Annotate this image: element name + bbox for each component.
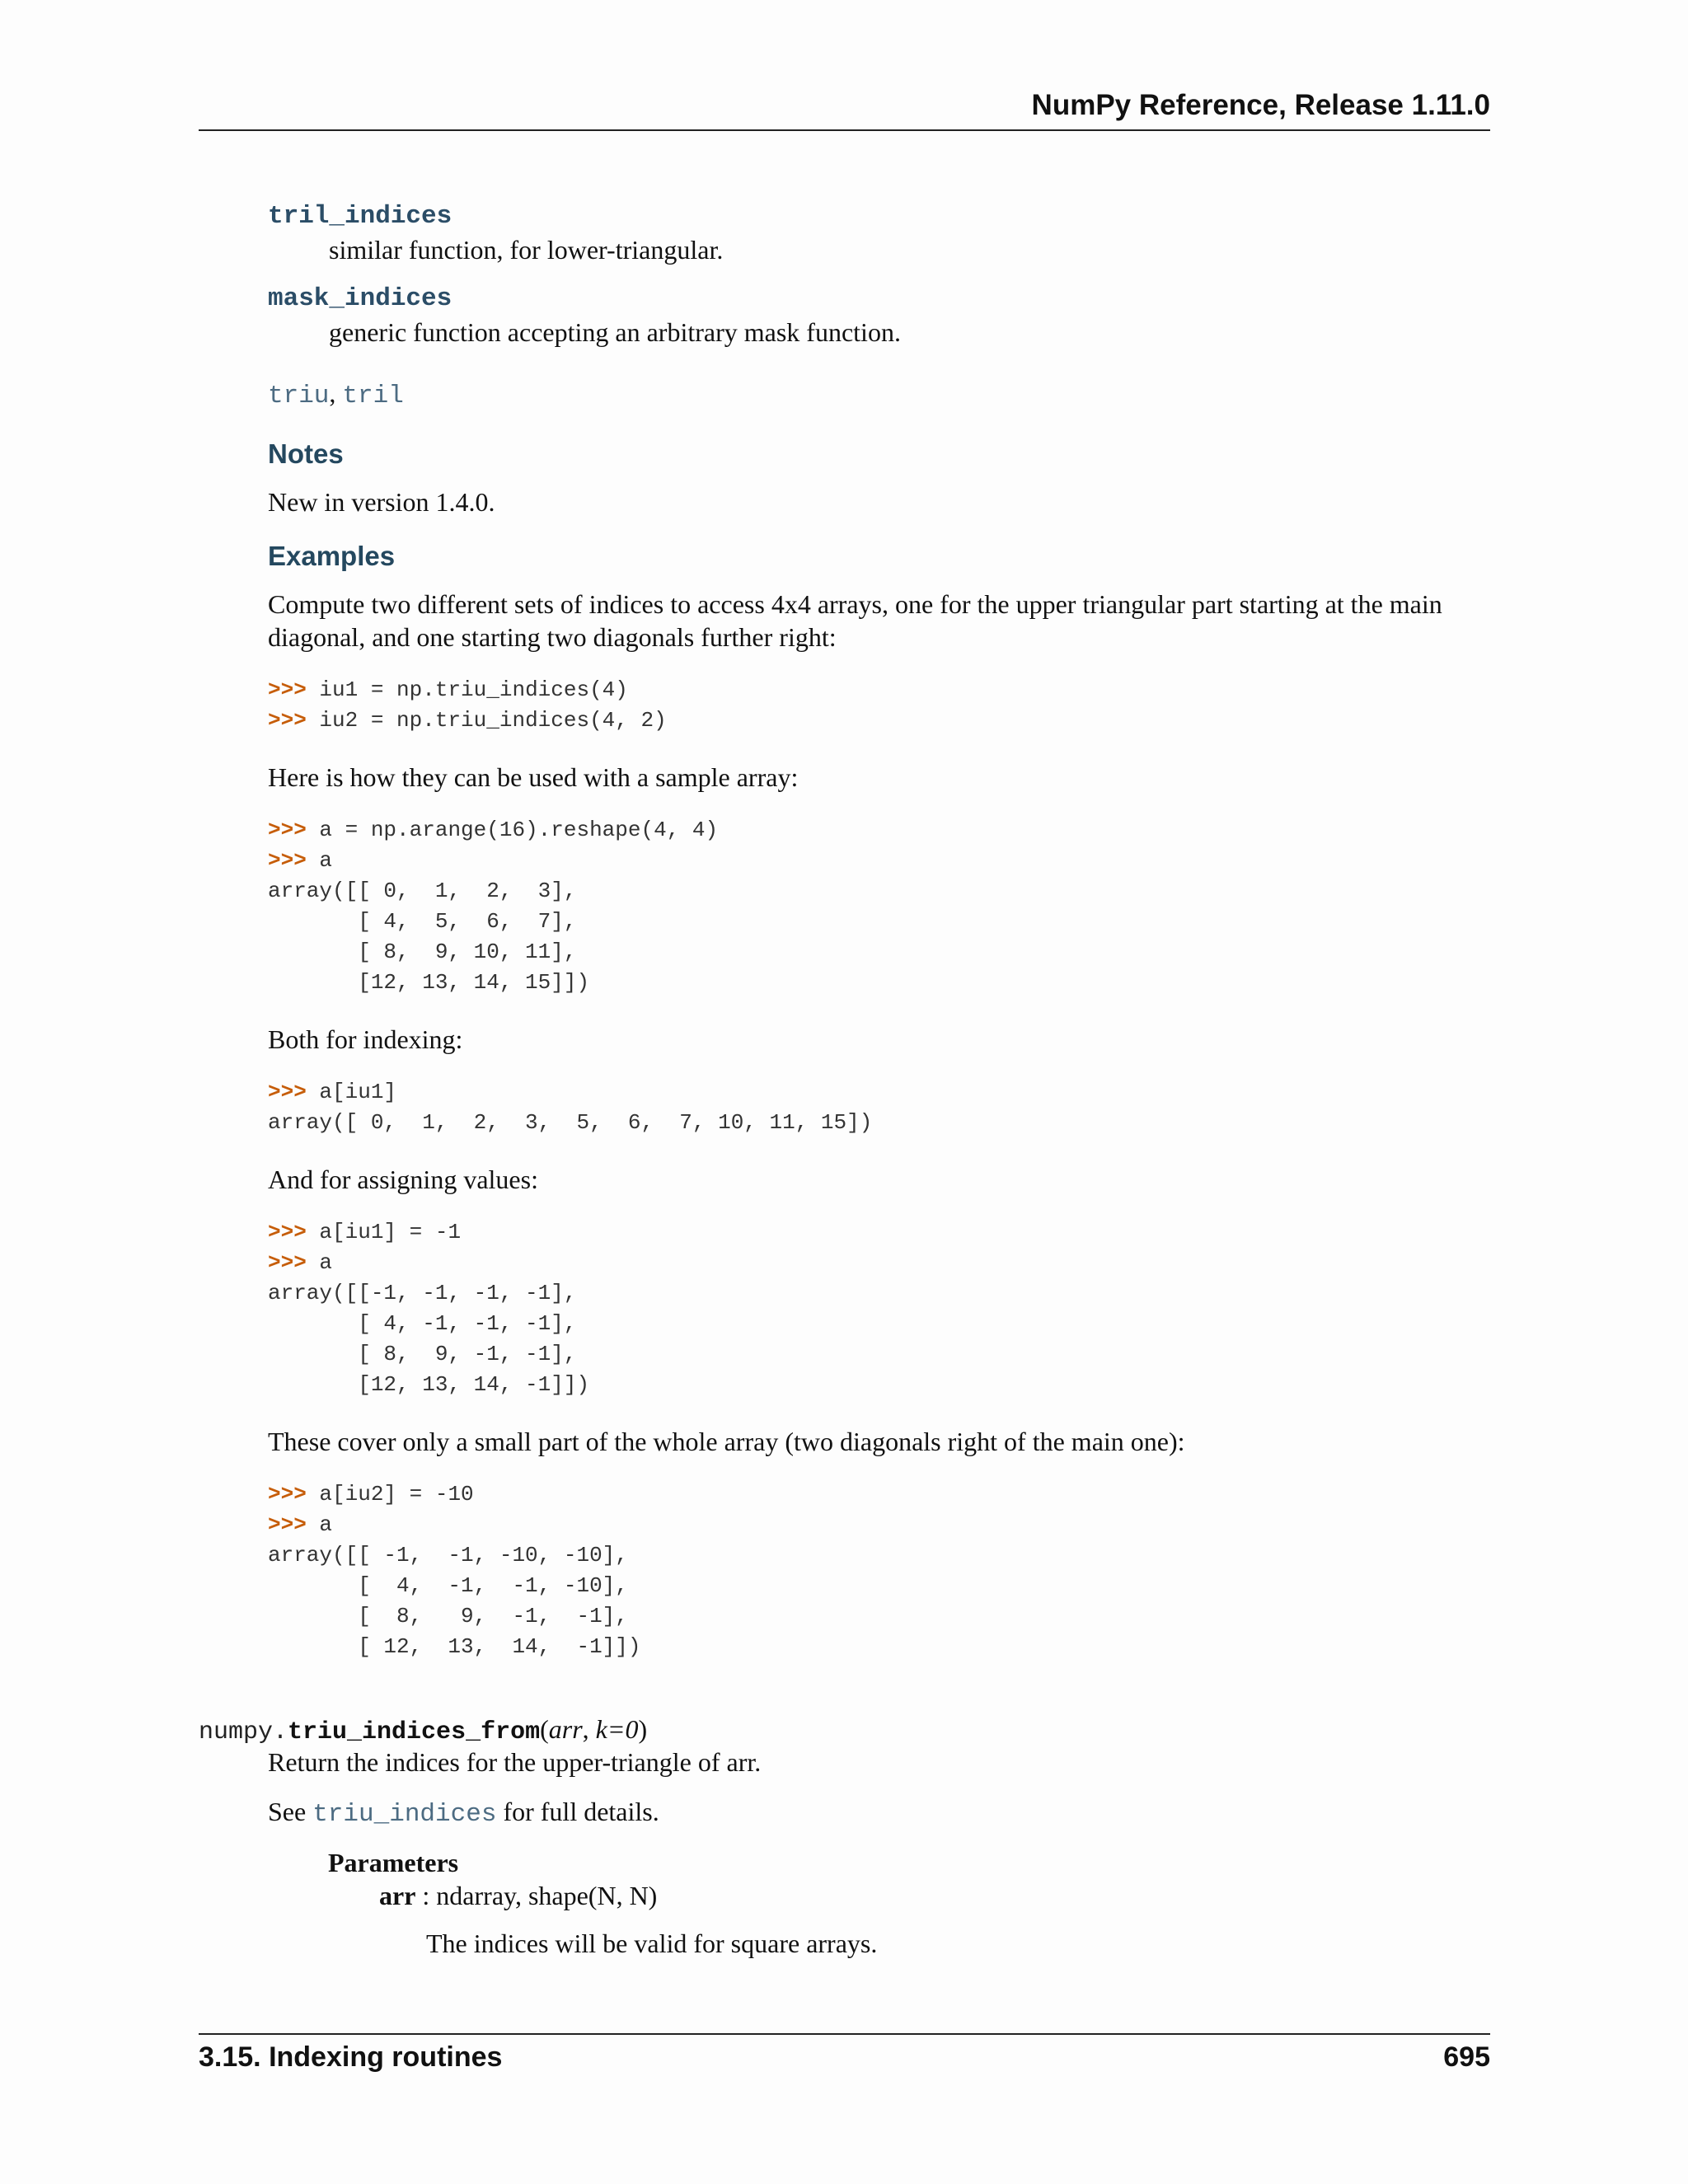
code-prompt: >>>	[268, 1482, 320, 1507]
see-link-triu-indices[interactable]: triu_indices	[312, 1800, 497, 1829]
code-line: [ 4, -1, -1, -1],	[268, 1311, 577, 1336]
close-paren: )	[638, 1714, 648, 1744]
parameter-name: arr	[379, 1881, 416, 1910]
code-line	[268, 815, 1490, 846]
code-prompt: >>>	[268, 818, 320, 842]
code-line: [ 4, -1, -1, -10],	[268, 1573, 628, 1598]
code-text: a[iu2] = -10	[319, 1482, 474, 1507]
parameter-entry	[379, 1879, 1490, 1912]
code-line	[268, 1479, 1490, 1510]
code-line: [12, 13, 14, 15]])	[268, 970, 590, 995]
open-paren: (	[540, 1714, 549, 1744]
code-block	[268, 1077, 1490, 1138]
see-also-link-tril-indices[interactable]: tril_indices	[268, 202, 452, 231]
header-rule	[199, 129, 1490, 131]
footer-section-title: 3.15. Indexing routines	[199, 2041, 503, 2073]
example-text: Here is how they can be used with a sample array:	[268, 762, 799, 792]
code-line	[268, 705, 1490, 736]
parameters-heading: Parameters	[328, 1848, 459, 1877]
code-text: iu1 = np.triu_indices(4)	[319, 677, 628, 702]
code-block	[268, 1217, 1490, 1400]
related-separator: ,	[329, 378, 343, 408]
code-prompt: >>>	[268, 1080, 320, 1104]
see-also-link-mask-indices[interactable]: mask_indices	[268, 284, 452, 313]
code-prompt: >>>	[268, 708, 320, 733]
function-arg-arr: arr	[548, 1714, 583, 1744]
function-see-note	[268, 1795, 1490, 1831]
notes-heading: Notes	[268, 438, 344, 469]
code-line	[268, 675, 1490, 705]
function-description: Return the indices for the upper-triangle of arr.	[268, 1747, 762, 1777]
code-line: array([ 0, 1, 2, 3, 5, 6, 7, 10, 11, 15])	[268, 1110, 873, 1135]
example-text: And for assigning values:	[268, 1165, 538, 1194]
code-text: a[iu1]	[319, 1080, 397, 1104]
code-text: a = np.arange(16).reshape(4, 4)	[319, 818, 719, 842]
function-body	[268, 1746, 1490, 1960]
example-text: Both for indexing:	[268, 1024, 463, 1054]
examples-intro: Compute two different sets of indices to access 4x4 arrays, one for the upper triangular part starting at the main diagonal, and one starting two diagonals further right:	[268, 589, 1442, 652]
parameter-description: The indices will be valid for square arrays.	[426, 1929, 878, 1958]
code-line	[268, 1217, 1490, 1248]
code-block	[268, 815, 1490, 998]
see-suffix: for full details.	[496, 1797, 659, 1826]
code-block	[268, 675, 1490, 736]
code-line	[268, 1248, 1490, 1278]
code-line	[268, 1077, 1490, 1108]
code-line: [12, 13, 14, -1]])	[268, 1372, 590, 1397]
code-line: array([[-1, -1, -1, -1],	[268, 1281, 577, 1305]
main-content	[268, 200, 1490, 1687]
code-line: [ 8, 9, 10, 11],	[268, 940, 577, 964]
code-line: [ 4, 5, 6, 7],	[268, 909, 577, 934]
function-signature	[199, 1713, 647, 1749]
code-line: array([[ -1, -1, -10, -10],	[268, 1543, 628, 1568]
related-functions	[268, 377, 1490, 413]
code-line	[268, 846, 1490, 876]
code-line: [ 8, 9, -1, -1],	[268, 1342, 577, 1366]
code-prompt: >>>	[268, 848, 320, 873]
see-also-description: generic function accepting an arbitrary mask function.	[329, 317, 901, 347]
code-text: iu2 = np.triu_indices(4, 2)	[319, 708, 667, 733]
code-text: a	[319, 848, 333, 873]
parameter-type: : ndarray, shape(N, N)	[415, 1881, 658, 1910]
running-header: NumPy Reference, Release 1.11.0	[1031, 89, 1490, 121]
code-text: a	[319, 1250, 333, 1275]
see-also-entry	[268, 200, 1490, 266]
parameters-section	[328, 1846, 1490, 1960]
related-link-tril[interactable]: tril	[342, 382, 404, 410]
related-link-triu[interactable]: triu	[268, 382, 330, 410]
code-line: [ 8, 9, -1, -1],	[268, 1604, 628, 1629]
page-number: 695	[1443, 2041, 1490, 2073]
code-prompt: >>>	[268, 1220, 320, 1244]
code-text: a	[319, 1512, 333, 1537]
see-also-entry	[268, 283, 1490, 349]
code-line: array([[ 0, 1, 2, 3],	[268, 879, 577, 903]
code-line	[268, 1510, 1490, 1540]
code-prompt: >>>	[268, 1512, 320, 1537]
footer-rule	[199, 2033, 1490, 2035]
code-text: a[iu1] = -1	[319, 1220, 462, 1244]
code-prompt: >>>	[268, 1250, 320, 1275]
arg-separator: ,	[582, 1714, 596, 1744]
function-arg-k: k=0	[595, 1714, 639, 1744]
code-line: [ 12, 13, 14, -1]])	[268, 1634, 641, 1659]
see-also-description: similar function, for lower-triangular.	[329, 235, 724, 265]
examples-heading: Examples	[268, 541, 396, 571]
code-prompt: >>>	[268, 677, 320, 702]
see-prefix: See	[268, 1797, 313, 1826]
function-name: triu_indices_from	[288, 1718, 541, 1746]
code-block	[268, 1479, 1490, 1662]
notes-text: New in version 1.4.0.	[268, 487, 495, 517]
example-text: These cover only a small part of the whole array (two diagonals right of the main one):	[268, 1427, 1185, 1456]
function-module: numpy.	[199, 1718, 288, 1746]
